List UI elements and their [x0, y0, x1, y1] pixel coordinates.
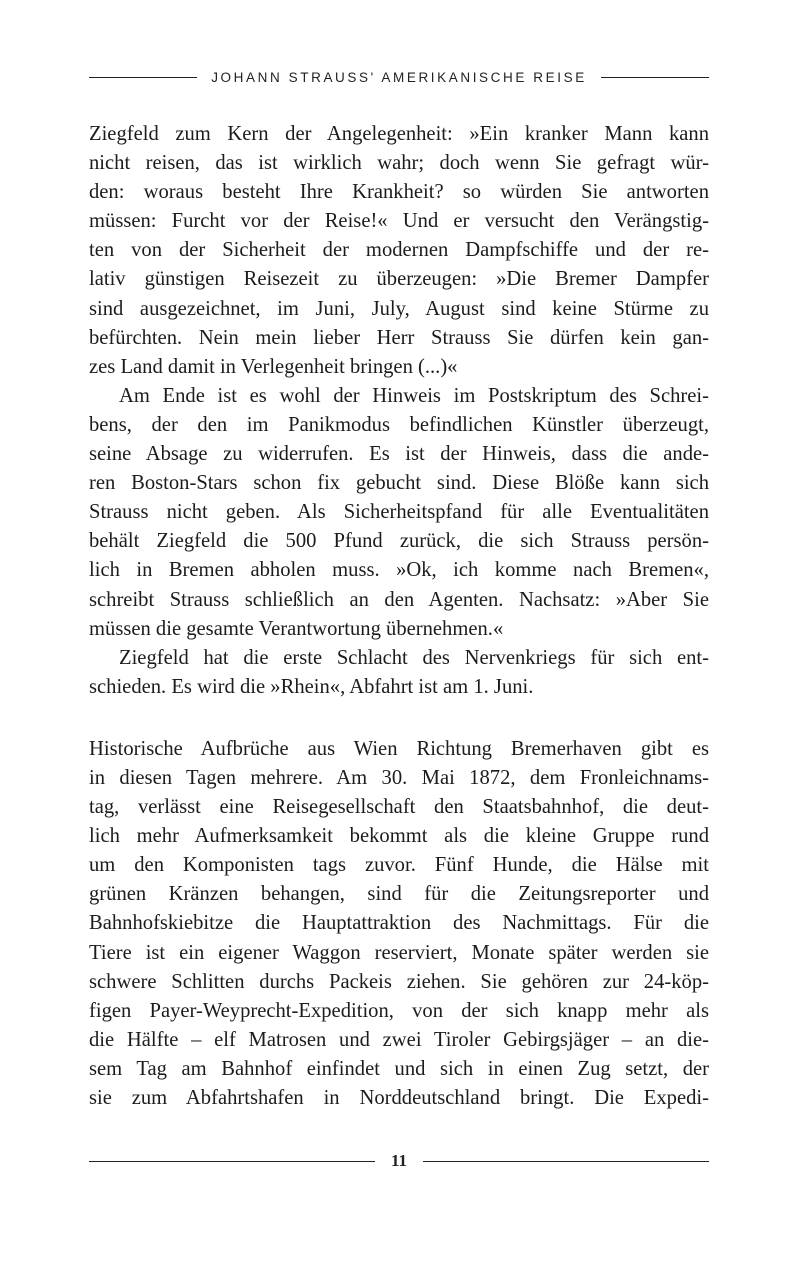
- text-line: Tiere ist ein eigener Waggon reserviert, Monate später werden sie: [89, 941, 709, 964]
- text-line: in diesen Tagen mehrere. Am 30. Mai 1872, dem Fronleichnams-: [89, 766, 709, 789]
- text-line: müssen: Furcht vor der Reise!« Und er versucht den Verängstig-: [89, 210, 709, 233]
- text-line: ren Boston-Stars schon fix gebucht sind. Diese Blöße kann sich: [89, 472, 709, 495]
- body-text: [89, 120, 709, 1113]
- text-line: Am Ende ist es wohl der Hinweis im Postskriptum des Schrei-: [119, 384, 709, 407]
- text-line: Bahnhofskiebitze die Hauptattraktion des Nachmittags. Für die: [89, 912, 709, 935]
- paragraph: [89, 382, 709, 644]
- text-line: Ziegfeld hat die erste Schlacht des Nervenkriegs für sich ent-: [119, 646, 709, 669]
- footer-rule-left: [89, 1161, 375, 1162]
- text-line: Strauss nicht geben. Als Sicherheitspfand für alle Eventualitäten: [89, 501, 709, 524]
- text-line: sem Tag am Bahnhof einfindet und sich in einen Zug setzt, der: [89, 1057, 709, 1080]
- text-line: Historische Aufbrüche aus Wien Richtung Bremerhaven gibt es: [89, 737, 709, 760]
- paragraph: [89, 120, 709, 382]
- text-line: seine Absage zu widerrufen. Es ist der Hinweis, dass die ande-: [89, 443, 709, 466]
- text-line: behält Ziegfeld die 500 Pfund zurück, die sich Strauss persön-: [89, 530, 709, 553]
- text-line: bens, der den im Panikmodus befindlichen Künstler überzeugt,: [89, 413, 709, 436]
- text-line: sie zum Abfahrtshafen in Norddeutschland bringt. Die Expedi-: [89, 1087, 709, 1109]
- text-line: den: woraus besteht Ihre Krankheit? so würden Sie antworten: [89, 181, 709, 204]
- page-number: 11: [390, 1151, 408, 1170]
- text-line: sind ausgezeichnet, im Juni, July, August sind keine Stürme zu: [89, 297, 709, 320]
- text-line: schwere Schlitten durchs Packeis ziehen. Sie gehören zur 24-köp-: [89, 970, 709, 993]
- text-line: figen Payer-Weyprecht-Expedition, von der sich knapp mehr als: [89, 999, 709, 1022]
- text-line: nicht reisen, das ist wirklich wahr; doch wenn Sie gefragt wür-: [89, 152, 709, 175]
- header-rule-left: [89, 77, 197, 78]
- text-line: befürchten. Nein mein lieber Herr Strauss Sie dürfen kein gan-: [89, 326, 709, 349]
- text-line: tag, verlässt eine Reisegesellschaft den Staatsbahnhof, die deut-: [89, 796, 709, 819]
- header-rule-right: [601, 77, 709, 78]
- paragraph: [89, 735, 709, 1113]
- text-line: müssen die gesamte Verantwortung übernehmen.«: [89, 617, 504, 640]
- text-line: lich mehr Aufmerksamkeit bekommt als die kleine Gruppe rund: [89, 825, 709, 848]
- footer-rule-right: [423, 1161, 709, 1162]
- text-line: lativ günstigen Reisezeit zu überzeugen: »Die Bremer Dampfer: [89, 268, 709, 291]
- running-title: JOHANN STRAUSS' AMERIKANISCHE REISE: [211, 69, 587, 85]
- section-break: [89, 702, 709, 735]
- text-line: grünen Kränzen behangen, sind für die Zeitungsreporter und: [89, 883, 709, 906]
- text-line: die Hälfte – elf Matrosen und zwei Tiroler Gebirgsjäger – an die-: [89, 1028, 709, 1051]
- text-line: schreibt Strauss schließlich an den Agenten. Nachsatz: »Aber Sie: [89, 588, 709, 611]
- page-footer: [89, 1149, 709, 1173]
- text-line: Ziegfeld zum Kern der Angelegenheit: »Ein kranker Mann kann: [89, 123, 709, 145]
- text-line: ten von der Sicherheit der modernen Dampfschiffe und der re-: [89, 239, 709, 262]
- paragraph: [89, 644, 709, 702]
- text-line: schieden. Es wird die »Rhein«, Abfahrt ist am 1. Juni.: [89, 675, 534, 698]
- text-line: um den Komponisten tags zuvor. Fünf Hunde, die Hälse mit: [89, 854, 709, 877]
- text-line: zes Land damit in Verlegenheit bringen (...)«: [89, 355, 458, 378]
- running-header: [89, 66, 709, 88]
- text-line: lich in Bremen abholen muss. »Ok, ich komme nach Bremen«,: [89, 559, 709, 582]
